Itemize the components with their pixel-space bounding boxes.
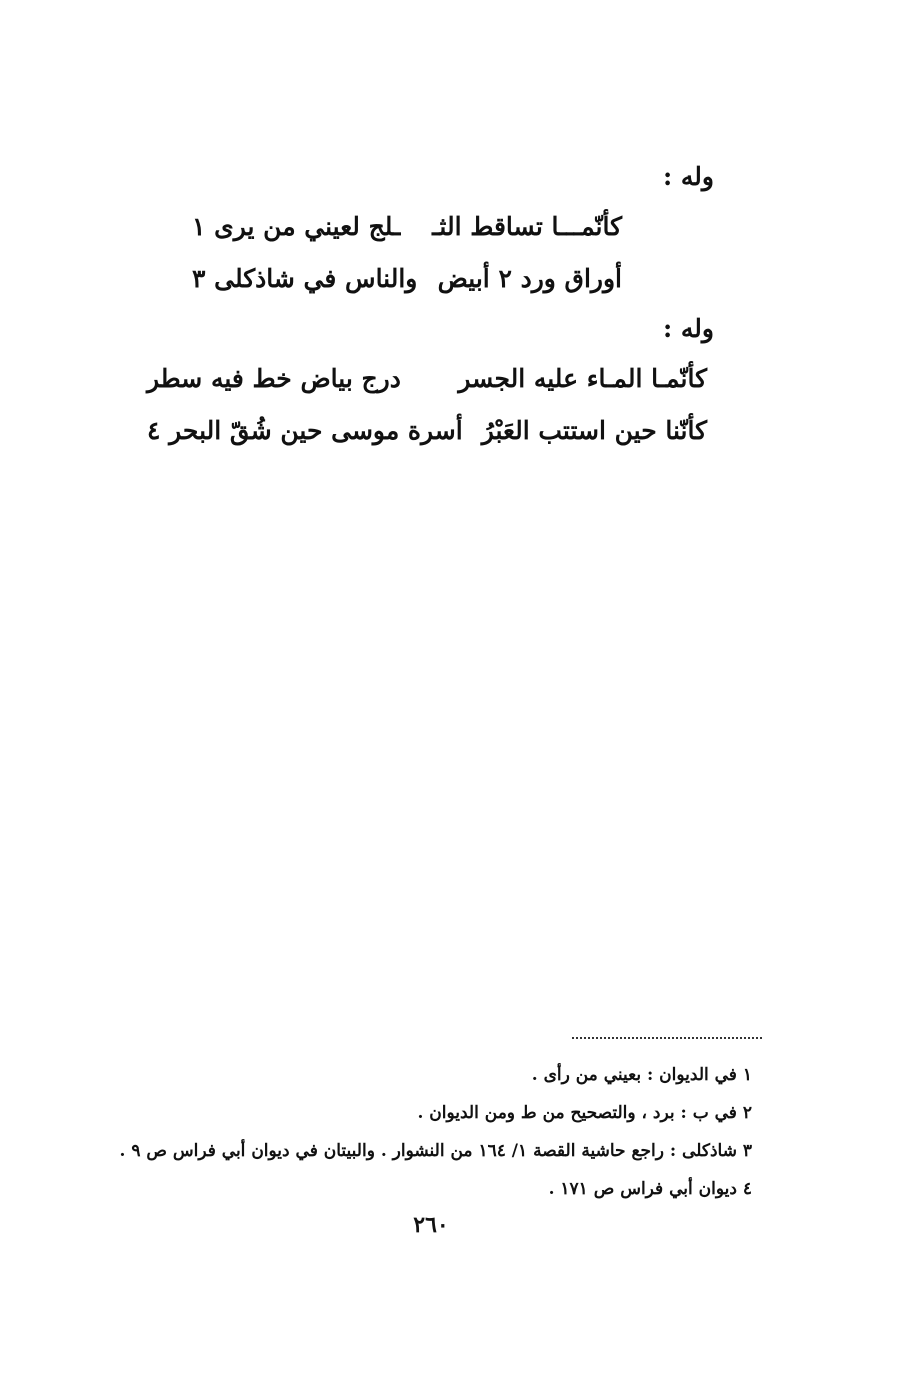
first-hemistich: كأنّنا حين استتب العَبْرُ [481, 416, 707, 445]
footnote: ٤ ديوان أبي فراس ص ١٧١ . [548, 1179, 752, 1199]
footnote-divider [572, 1037, 762, 1039]
footnote: ٢ في ب : برد ، والتصحيح من ط ومن الديوان . [417, 1103, 752, 1123]
verse [192, 212, 622, 264]
poem-intro-label: وله : [662, 162, 714, 191]
page-number: ٢٦٠ [413, 1212, 449, 1238]
footnote: ١ في الديوان : بعيني من رأى . [531, 1065, 752, 1085]
second-hemistich: أسرة موسى حين شُقّ البحر ٤ [147, 416, 463, 445]
poem [147, 364, 707, 468]
footnotes [52, 1056, 752, 1208]
verse [147, 364, 707, 416]
first-hemistich: كأنّمـا المـاء عليه الجسر [458, 364, 707, 393]
footnote: ٣ شاذكلى : راجع حاشية القصة ١/ ١٦٤ من النشوار . والبيتان في ديوان أبي فراس ص ٩ . [119, 1141, 752, 1161]
first-hemistich: كأنّمـــا تساقط الثـ [432, 212, 622, 241]
verse [192, 264, 622, 316]
poem-intro-label: وله : [662, 314, 714, 343]
second-hemistich: درج بياض خط فيه سطر [147, 364, 401, 393]
second-hemistich: والناس في شاذكلى ٣ [192, 264, 418, 293]
second-hemistich: ـلج لعيني من يرى ١ [192, 212, 401, 241]
poem [192, 212, 622, 316]
first-hemistich: أوراق ورد ٢ أبيض [437, 264, 622, 293]
verse [147, 416, 707, 468]
